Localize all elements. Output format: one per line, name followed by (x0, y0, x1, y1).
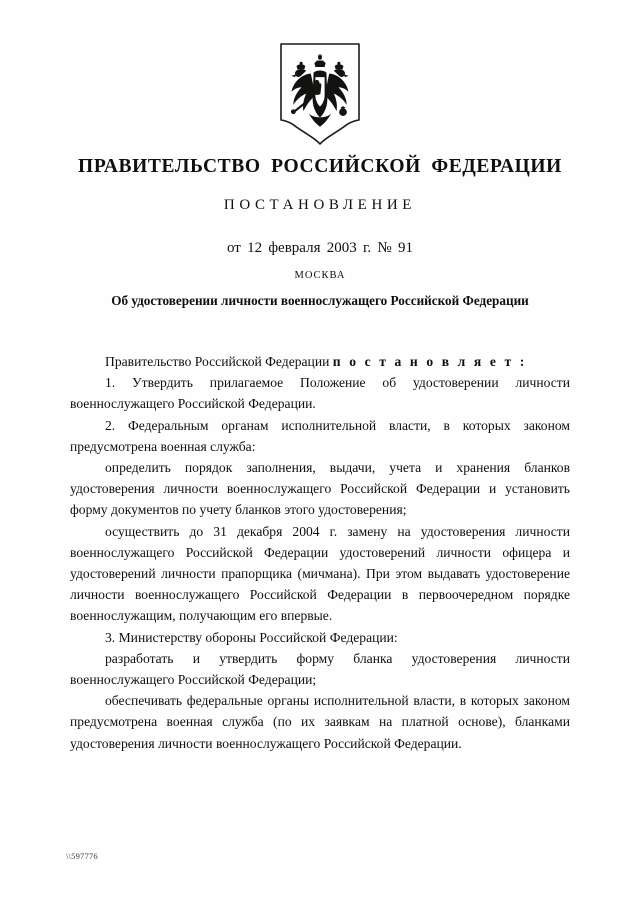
document-subject: Об удостоверении личности военнослужащего Российской Федерации (111, 293, 529, 308)
footer-print-mark: \\597776 (66, 851, 98, 861)
document-kind: ПОСТАНОВЛЕНИЕ (223, 197, 417, 214)
paragraph-item-2: 2. Федеральным органам исполнительной власти, в которых законом предусмотрена военная служба: (70, 417, 570, 454)
paragraph-preamble (70, 351, 570, 372)
document-city: МОСКВА (294, 270, 346, 282)
russian-coat-of-arms-icon (279, 42, 361, 146)
paragraph-item-3a: разработать и утвердить форму бланка удостоверения личности военнослужащего Российской Федерации; (70, 650, 570, 688)
paragraph-item-2b: осуществить до 31 декабря 2004 г. замену на удостоверения личности военнослужащего Российской Федерации удостоверений личности офицера и удостоверений личности прапорщика (мичмана). При этом выдавать удостоверение личности военнослужащего Российской Федерации в первоочередном порядке военнослужащим, получающим его впервые. (70, 523, 570, 624)
decree-verb: п о с т а н о в л я е т : (332, 354, 527, 369)
paragraph-item-1: 1. Утвердить прилагаемое Положение об удостоверении личности военнослужащего Российской Федерации. (70, 375, 570, 412)
paragraph-item-3b: обеспечивать федеральные органы исполнительной власти, в которых законом предусмотрена военная служба (по их заявкам на платной основе), бланками удостоверения личности военнослужащего Российской Федерации. (70, 693, 570, 751)
document-header (0, 156, 640, 281)
preamble-lead: Правительство Российской Федерации (105, 354, 333, 369)
document-body (70, 351, 570, 754)
document-date-number: от 12 февраля 2003 г. № 91 (226, 240, 413, 257)
paragraph-item-3: 3. Министерству обороны Российской Федерации: (105, 629, 398, 645)
emblem-container (0, 42, 640, 146)
paragraph-item-2a: определить порядок заполнения, выдачи, учета и хранения бланков удостоверения личности военнослужащего Российской Федерации и установить форму документов по учету бланков этого удостоверения; (70, 460, 570, 518)
government-title: ПРАВИТЕЛЬСТВО РОССИЙСКОЙ ФЕДЕРАЦИИ (78, 156, 562, 177)
